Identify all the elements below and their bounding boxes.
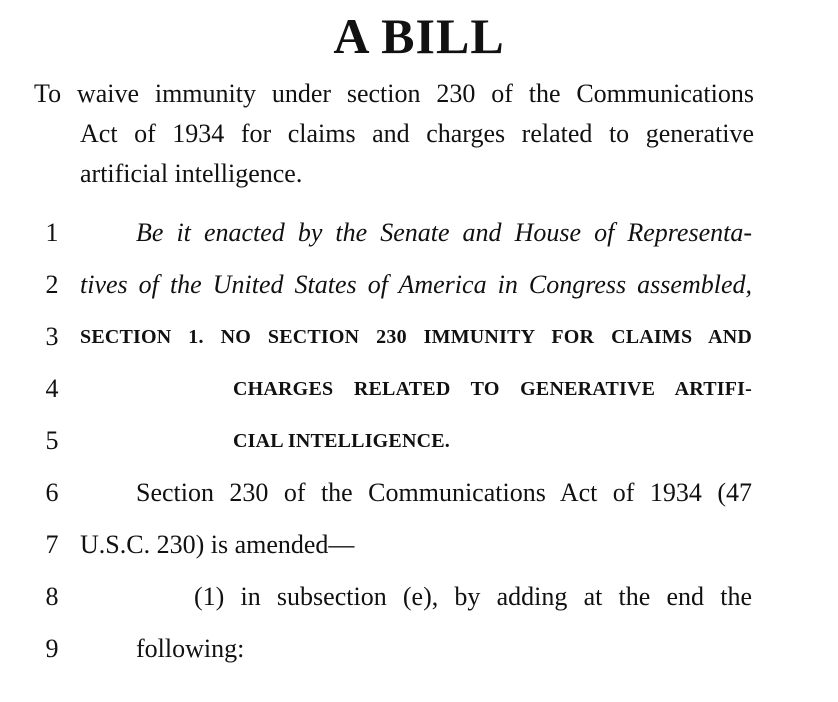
purpose-line-1: To waive immunity under section 230 of the Communications (34, 79, 754, 108)
bill-line (0, 421, 838, 461)
purpose-line-3: artificial intelligence. (80, 159, 303, 188)
section-heading-line-1: SECTION 1. NO SECTION 230 IMMUNITY FOR CLAIMS AND (80, 326, 752, 348)
bill-line (0, 213, 838, 253)
line-number: 4 (45, 374, 59, 403)
line-number: 1 (45, 218, 59, 247)
line-number: 8 (45, 582, 59, 611)
bill-line (0, 369, 838, 409)
line-number: 6 (45, 478, 59, 507)
paragraph-text-line: following: (136, 634, 245, 663)
bill-line (0, 265, 838, 305)
line-number: 5 (45, 426, 59, 455)
bill-line (0, 473, 838, 513)
bill-line (0, 525, 838, 565)
bill-line (0, 577, 838, 617)
bill-title: A BILL (333, 8, 505, 64)
purpose-line-2: Act of 1934 for claims and charges related to generative (80, 119, 754, 148)
paragraph-text-line: (1) in subsection (e), by adding at the end the (194, 582, 752, 611)
line-number: 2 (45, 270, 59, 299)
line-number: 9 (45, 634, 59, 663)
line-number: 7 (45, 530, 59, 559)
section-heading-line-3: CIAL INTELLIGENCE. (233, 430, 450, 452)
enacting-clause-line-1: Be it enacted by the Senate and House of Representa- (136, 218, 752, 247)
body-text-line: Section 230 of the Communications Act of 1934 (47 (136, 478, 752, 507)
bill-line (0, 629, 838, 669)
enacting-clause-line-2: tives of the United States of America in Congress assembled, (80, 270, 752, 299)
body-text-line: U.S.C. 230) is amended— (80, 530, 355, 559)
line-number: 3 (45, 322, 59, 351)
bill-line (0, 317, 838, 357)
bill-purpose (34, 74, 754, 194)
section-heading-line-2: CHARGES RELATED TO GENERATIVE ARTIFI- (233, 378, 752, 400)
